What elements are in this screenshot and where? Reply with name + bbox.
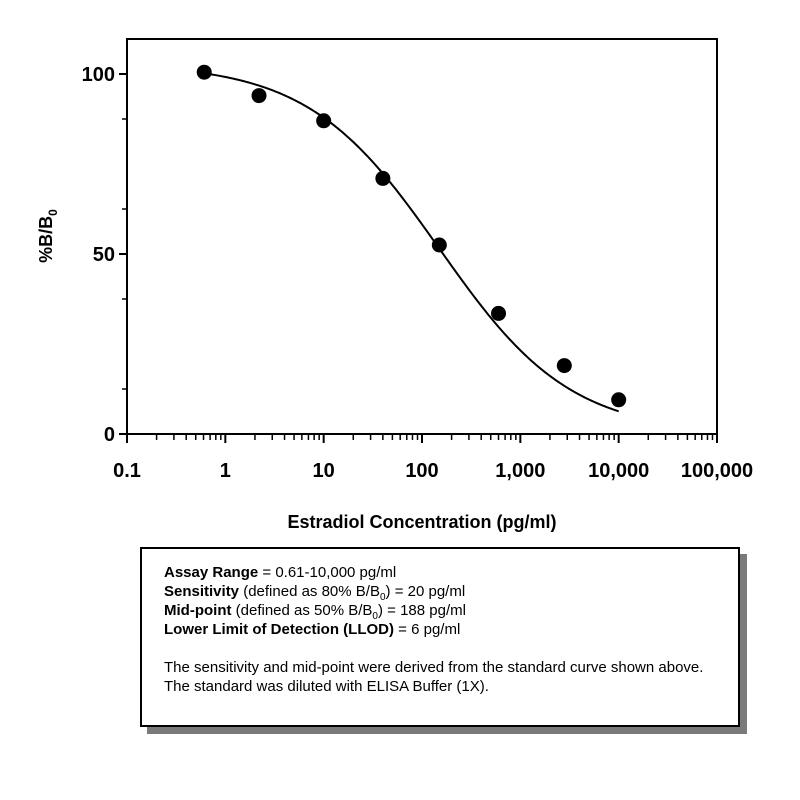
sensitivity-definition: (defined as 80% B/B <box>243 583 380 600</box>
assay-info-box <box>140 547 740 727</box>
data-point <box>252 88 267 103</box>
data-point <box>491 306 506 321</box>
assay-range-label: Assay Range <box>164 564 259 581</box>
data-point <box>375 171 390 186</box>
data-point <box>432 238 447 253</box>
data-points <box>197 65 626 408</box>
x-axis-label: Estradiol Concentration (pg/ml) <box>287 512 557 532</box>
assay-range-value: = 0.61-10,000 pg/ml <box>262 564 397 581</box>
midpoint-value: ) = 188 pg/ml <box>377 602 466 619</box>
data-point <box>197 65 212 80</box>
x-tick-label: 0.1 <box>113 460 141 482</box>
y-tick-label: 50 <box>92 244 115 266</box>
llod-value: = 6 pg/ml <box>398 621 461 638</box>
midpoint-line <box>164 601 738 620</box>
y-axis-ticks <box>82 64 127 446</box>
sensitivity-line <box>164 582 738 601</box>
y-tick-label: 100 <box>81 64 115 86</box>
x-tick-label: 10,000 <box>588 460 650 482</box>
assay-range-line <box>164 563 738 582</box>
plot-frame <box>127 39 717 434</box>
data-point <box>557 358 572 373</box>
sensitivity-subscript: 0 <box>379 592 386 603</box>
x-tick-label: 1 <box>219 460 231 482</box>
x-tick-label: 100 <box>405 460 439 482</box>
midpoint-subscript: 0 <box>372 611 378 622</box>
sensitivity-value: ) = 20 pg/ml <box>385 583 466 600</box>
llod-line <box>164 620 738 639</box>
data-point <box>611 392 626 407</box>
midpoint-label: Mid-point <box>164 602 232 619</box>
y-axis-label-main: %B/B <box>36 215 56 263</box>
midpoint-definition: (defined as 50% B/B <box>235 602 373 619</box>
x-axis-ticks <box>113 434 753 482</box>
sensitivity-label: Sensitivity <box>164 583 240 600</box>
y-axis-label <box>36 209 60 263</box>
y-axis-label-subscript: 0 <box>46 209 60 216</box>
data-point <box>316 113 331 128</box>
y-tick-label: 0 <box>103 424 115 446</box>
curve-note: The sensitivity and mid-point were derived from the standard curve shown above. The standard was diluted with ELISA Buffer (1X). <box>164 659 704 695</box>
x-tick-label: 100,000 <box>680 460 754 482</box>
x-tick-label: 1,000 <box>495 460 546 482</box>
fit-curve <box>204 73 618 411</box>
x-tick-label: 10 <box>312 460 335 482</box>
llod-label: Lower Limit of Detection (LLOD) <box>164 621 394 638</box>
